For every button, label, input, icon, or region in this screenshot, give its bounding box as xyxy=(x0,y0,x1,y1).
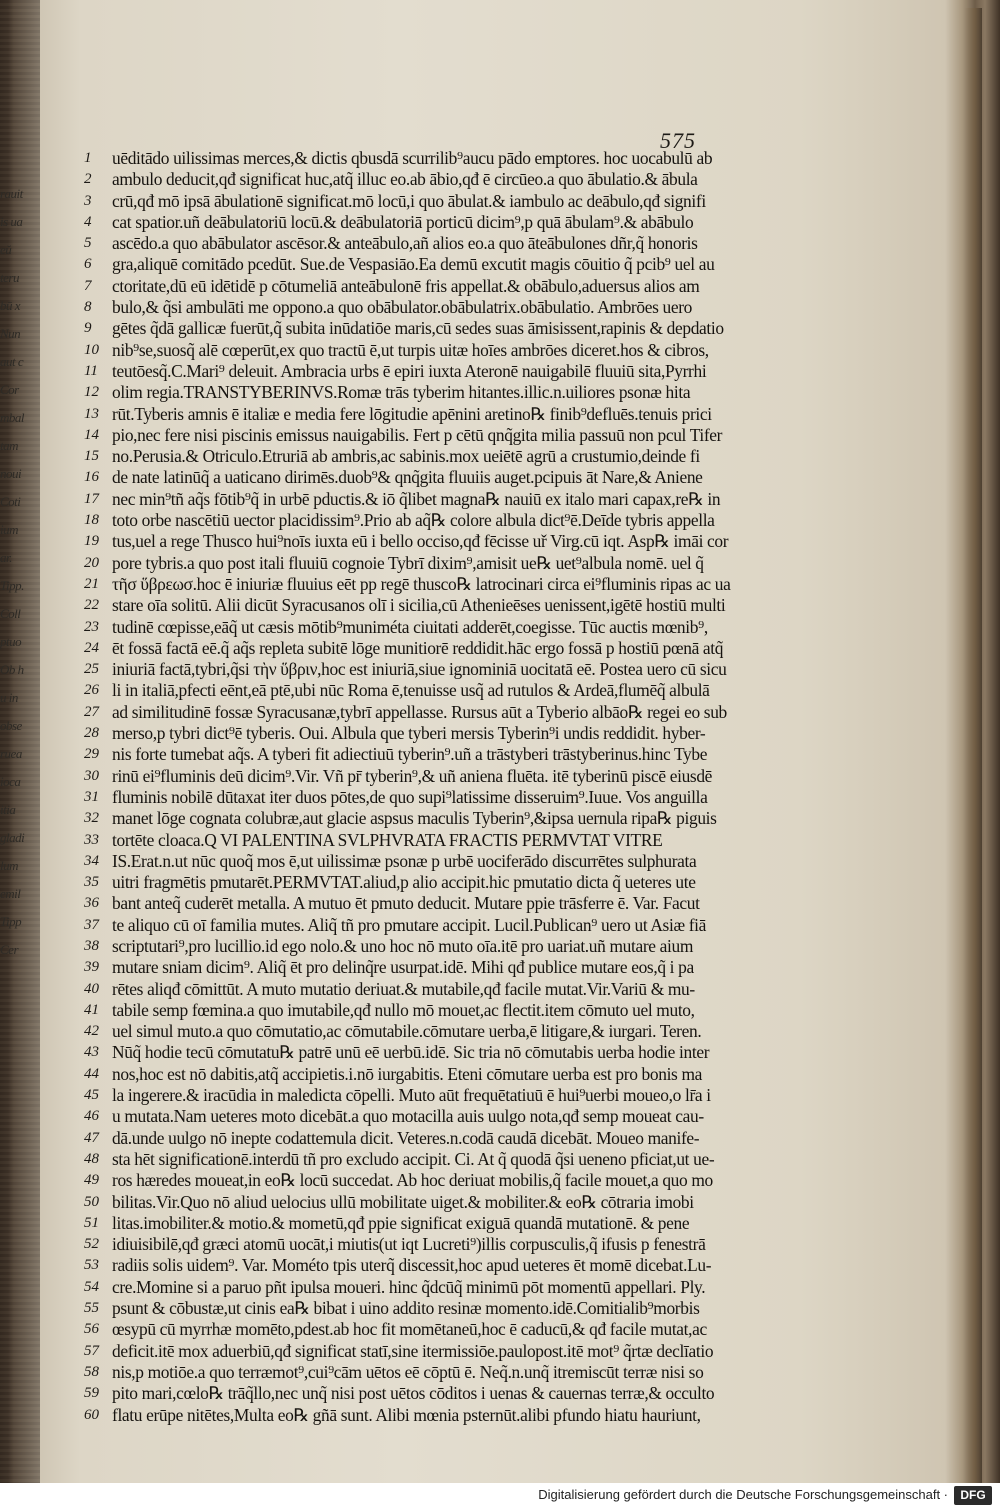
line-text: gra,aliquē comitādo pcedūt. Sue.de Vespasiāo.Ea demū excutit magis cōuitio q̃ pcib⁹ uel au xyxy=(112,254,715,275)
text-line xyxy=(84,1063,943,1085)
text-line xyxy=(84,1127,943,1149)
line-text: manet lōge cognata colubræ,aut glacie aspsus maculis Tyberin⁹,&ipsa uernula ripa℞ piguis xyxy=(112,808,717,829)
line-number: 15 xyxy=(84,448,99,465)
line-text: nis,p motiōe.a quo terræmot⁹,cui⁹cām uētos eē cōptū ē. Neq̃.n.unq̃ itremiscūt terræ nisi so xyxy=(112,1361,704,1382)
line-number: 30 xyxy=(84,767,99,784)
line-number: 35 xyxy=(84,874,99,891)
line-text: bulo,& q̃si ambulāti me oppono.a quo obābulator.obābulatrix.obābulatio. Ambrōes uero xyxy=(112,297,692,318)
text-line xyxy=(84,1085,943,1106)
line-number: 51 xyxy=(84,1214,99,1231)
line-number: 19 xyxy=(84,533,99,550)
line-text: li in italiā,pfecti eēnt,eā ptē,ubi nūc Roma ē,tenuisse usq̃ ad rutulos & Ardeā,flumēq̃ albulā xyxy=(112,680,710,701)
text-line xyxy=(84,169,943,190)
line-text: de nate latinūq̃ a uaticano dirimēs.duob⁹& qnq̃gita fluuiis auget.pcipuis āt Nare,& Aniene xyxy=(112,467,703,488)
prev-page-fragment: Tipp xyxy=(0,914,22,929)
prev-page-fragment: Ob h xyxy=(0,662,24,677)
text-line xyxy=(84,275,943,297)
prev-page-fragment: rauit xyxy=(0,186,23,201)
line-text: u mutata.Nam ueteres moto dicebāt.a quo motacilla auis uulgo nota,qđ semp moueat cau- xyxy=(112,1106,704,1127)
prev-page-fragment: ruea xyxy=(0,746,22,761)
text-line xyxy=(84,318,943,339)
text-line xyxy=(84,616,943,638)
text-line xyxy=(84,637,943,659)
text-line xyxy=(84,595,943,616)
line-text: crū,qđ mō ipsā ābulationē significat.mō locū,i quo ābulat.& iambulo ac deābulo,qđ signifi xyxy=(112,190,706,211)
line-text: pore tybris.a quo post itali fluuiū cognoie Tybrī dixim⁹,amisit ue℞ uet⁹albula nomē. uel q̃ xyxy=(112,552,704,573)
text-line xyxy=(84,850,943,872)
line-number: 33 xyxy=(84,831,99,848)
line-text: psunt & cōbustæ,ut cinis ea℞ bibat i uino addito resinæ momento.idē.Comitialib⁹morbis xyxy=(112,1298,700,1319)
footer-bar xyxy=(0,1483,1000,1509)
text-line xyxy=(84,510,943,531)
line-number: 42 xyxy=(84,1023,99,1040)
line-text: ēt fossā factā eē.q̃ aq̃s repleta subitē lōge munitiorē reddidit.hāc ergo fossā p hostiū pœnā atq̃ xyxy=(112,637,724,658)
dfg-logo: DFG xyxy=(954,1486,992,1505)
line-text: toto orbe nascētiū uector placidissim⁹.Prio ab aq̃℞ colore albula dict⁹ē.Deīde tybris appella xyxy=(112,510,715,531)
prev-page-fragment: u in xyxy=(0,690,18,705)
text-line xyxy=(84,808,943,829)
line-text: τῆσ ὕβρεωσ.hoc ē iniuriæ fluuius eēt pp regē thusco℞ latrocinari circa ei⁹fluminis ripas ac ua xyxy=(112,573,731,594)
line-number: 40 xyxy=(84,980,99,997)
text-line xyxy=(84,148,943,169)
text-line xyxy=(84,467,943,488)
prev-page-fragment: Tipp. xyxy=(0,578,24,593)
prev-page-fragment: gladi xyxy=(0,830,25,845)
prev-page-fragment: Coll xyxy=(0,606,21,621)
prev-page-fragment: itia xyxy=(0,802,16,817)
line-text: Nūq̃ hodie tecū cōmutatu℞ patrē unū eē uerbū.idē. Sic tria nō cōmutabis uerba hodie inter xyxy=(112,1042,710,1063)
text-line xyxy=(84,211,943,233)
line-number: 23 xyxy=(84,618,99,635)
line-text: nec min⁹tñ aq̃s fōtib⁹q̃ in urbē pductis.& iō q̃libet magna℞ nauiū ex italo mari capax,re℞ in xyxy=(112,488,721,509)
line-text: fluminis nobilē dūtaxat iter duos pōtes,de quo supi⁹latissime disseruim⁹.Iuue. Vos anguilla xyxy=(112,786,708,807)
prev-page-fragment: Coti xyxy=(0,494,21,509)
line-number: 16 xyxy=(84,469,99,486)
text-line xyxy=(84,701,943,723)
line-text: flatu erūpe nitētes,Multa eo℞ gñā sunt. Alibi mœnia psternūt.alibi pfundo hiatu hauriunt, xyxy=(112,1404,701,1425)
text-line xyxy=(84,233,943,254)
line-text: ad similitudinē fossæ Syracusanæ,tybrī appellasse. Rursus aūt a Tyberio albāo℞ regei eo sub xyxy=(112,701,727,722)
line-text: deficit.itē mox aduerbiū,qđ significat statī,sine itermissiōe.paulopost.itē mot⁹ q̃rtæ declīatio xyxy=(112,1340,714,1361)
text-line xyxy=(84,424,943,446)
line-number: 44 xyxy=(84,1065,99,1082)
line-number: 8 xyxy=(84,299,92,316)
line-number: 20 xyxy=(84,554,99,571)
line-text: gētes q̃dā gallicæ fuerūt,q̃ subita inūdatiōe maris,cū sedes suas āmisissent,rapinis & depdatio xyxy=(112,318,724,339)
line-text: œsypū cū myrrhæ momēto,pdest.ab hoc fit momētaneū,hoc ē caducū,& qđ facile mutat,ac xyxy=(112,1319,707,1340)
line-number: 41 xyxy=(84,1001,99,1018)
text-line xyxy=(84,488,943,510)
line-number: 7 xyxy=(84,277,92,294)
text-line xyxy=(84,723,943,744)
line-number: 13 xyxy=(84,405,99,422)
prev-page-fragment: Nun xyxy=(0,326,21,341)
line-text: no.Perusia.& Otriculo.Etruriā ab ambris,ac sabinis.mox ueiētē agrū a crustumio,deinde fi xyxy=(112,446,700,467)
line-text: bant anteq̃ cuderēt metalla. A mutuo ēt pmuto deducit. Mutare ppie trāsferre ē. Var. Facut xyxy=(112,893,700,914)
text-line xyxy=(84,1106,943,1127)
text-line xyxy=(84,999,943,1021)
line-text: tabile semp fœmina.a quo imutabile,qđ nullo mō mouet,ac flectit.item cōmuto uel muto, xyxy=(112,999,695,1020)
text-line xyxy=(84,297,943,318)
line-number: 6 xyxy=(84,256,92,273)
text-line xyxy=(84,1340,943,1362)
line-text: pito mari,cœlo℞ trāq̃llo,nec unq̃ nisi post uētos cōditos i uenas & cauernas terræ,& occulto xyxy=(112,1383,715,1404)
prev-page-fragment: mbal xyxy=(0,410,24,425)
text-line xyxy=(84,935,943,957)
line-text: cat spatior.uñ deābulatoriū locū.& deābulatoriā porticū dicim⁹,p quā ābulam⁹.& abābulo xyxy=(112,211,694,232)
text-line xyxy=(84,190,943,212)
text-line xyxy=(84,531,943,552)
line-text: radiis solis uidem⁹. Var. Mométo tpis uterq̃ discessit,hoc apud ueteres ēt momē dicebat.Lu- xyxy=(112,1255,712,1276)
text-line xyxy=(84,446,943,467)
prev-page-fragment: is ua xyxy=(0,214,23,229)
line-text: rūt.Tyberis amnis ē italiæ e media fere lōgitudie apēnini aretino℞ finib⁹defluēs.tenuis prici xyxy=(112,403,712,424)
line-number: 3 xyxy=(84,192,92,209)
line-number: 2 xyxy=(84,171,92,188)
prev-page-fragment: ptuo xyxy=(0,634,22,649)
line-number: 34 xyxy=(84,852,99,869)
line-number: 22 xyxy=(84,597,99,614)
text-line xyxy=(84,1361,943,1383)
line-number: 56 xyxy=(84,1321,99,1338)
prev-page-fragment: eŭ xyxy=(0,242,12,257)
funding-credit: Digitalisierung gefördert durch die Deutsche Forschungsgemeinschaft · xyxy=(538,1487,948,1502)
text-line xyxy=(84,254,943,275)
line-number: 1 xyxy=(84,150,92,166)
line-text: tus,uel a rege Thusco hui⁹noīs iuxta eū i bello occiso,qđ fēcisse uř Virg.cū iqt. Asp℞ imāi cor xyxy=(112,531,729,552)
line-number: 12 xyxy=(84,384,99,401)
line-number: 27 xyxy=(84,703,99,720)
line-number: 31 xyxy=(84,788,99,805)
text-line xyxy=(84,659,943,680)
text-line xyxy=(84,1170,943,1191)
text-line xyxy=(84,1191,943,1213)
line-text: uēditādo uilissimas merces,& dictis qbusdā scurrilib⁹aucu pādo emptores. hoc uocabulū ab xyxy=(112,148,713,168)
text-line xyxy=(84,893,943,914)
text-line xyxy=(84,1276,943,1298)
folio-number: 575 xyxy=(660,128,696,153)
line-number: 46 xyxy=(84,1108,99,1125)
line-number: 37 xyxy=(84,916,99,933)
line-text: ascēdo.a quo abābulator ascēsor.& anteābulo,añ alios eo.a quo āteābulones dñr,q̃ honoris xyxy=(112,233,698,254)
line-number: 53 xyxy=(84,1257,99,1274)
line-number: 59 xyxy=(84,1385,99,1402)
line-number: 49 xyxy=(84,1172,99,1189)
prev-page-fragment: Cor xyxy=(0,382,19,397)
line-number: 4 xyxy=(84,213,92,230)
text-line xyxy=(84,829,943,851)
text-line xyxy=(84,1298,943,1319)
text-line xyxy=(84,957,943,978)
line-text: mutare sniam dicim⁹. Aliq̃ ēt pro delinq̃re usurpat.idē. Mihi qđ publice mutare eos,q̃ i pa xyxy=(112,957,694,978)
line-number: 48 xyxy=(84,1150,99,1167)
prev-page-fragment: lum xyxy=(0,858,18,873)
text-line xyxy=(84,765,943,787)
prev-page-fragment: ium xyxy=(0,522,18,537)
line-number: 54 xyxy=(84,1278,99,1295)
line-text: rētes aliqđ cōmittūt. A muto mutatio deriuat.& mutabile,qđ facile mutat.Vir.Variū & mu- xyxy=(112,978,695,999)
text-line xyxy=(84,744,943,765)
line-number: 50 xyxy=(84,1193,99,1210)
line-text: la ingerere.& iracūdia in maledicta cōpelli. Muto aūt frequētatiuū ē hui⁹uerbi moueo,o lr̄a i xyxy=(112,1085,711,1106)
prev-page-fragment: aut c xyxy=(0,354,24,369)
line-number: 57 xyxy=(84,1342,99,1359)
line-number: 11 xyxy=(84,362,98,379)
line-number: 32 xyxy=(84,810,99,827)
line-number: 26 xyxy=(84,682,99,699)
line-text: nos,hoc est nō dabitis,atq̃ accipietis.i.nō iurgabitis. Eteni cōmutare uerba est pro bonis ma xyxy=(112,1063,703,1084)
line-text: tudinē cœpisse,eāq̃ ut cæsis mōtib⁹muniméta ciuitati adderēt,coegisse. Tūc auctis mœnib⁹, xyxy=(112,616,708,637)
line-number: 18 xyxy=(84,512,99,529)
prev-page-fragment: ar. xyxy=(0,550,12,565)
line-text: ctoritate,dū eū idētidē p cōtumeliā anteābulonē fris appellat.& obābulo,aduersus alios am xyxy=(112,275,700,296)
text-line xyxy=(84,1148,943,1170)
text-line xyxy=(84,1042,943,1063)
text-line xyxy=(84,872,943,893)
previous-page-edge-text xyxy=(0,180,40,1180)
line-number: 9 xyxy=(84,320,92,337)
prev-page-fragment: noui xyxy=(0,466,22,481)
line-number: 5 xyxy=(84,235,92,252)
text-block xyxy=(84,148,943,1426)
line-number: 29 xyxy=(84,746,99,763)
text-line xyxy=(84,552,943,574)
line-number: 47 xyxy=(84,1129,99,1146)
prev-page-fragment: ioca xyxy=(0,774,21,789)
line-number: 43 xyxy=(84,1044,99,1061)
line-text: tortēte cloaca.Q VI PALENTINA SVLPHVRATA FRACTIS PERMVTAT VITRE xyxy=(112,829,663,850)
text-line xyxy=(84,1212,943,1234)
page-edge-shadow xyxy=(964,8,982,1483)
line-text: uitri fragmētis pmutarēt.PERMVTAT.aliud,p alio accipit.hic pmutatio dicta q̃ ueteres ute xyxy=(112,872,696,893)
line-text: IS.Erat.n.ut nūc quoq̃ mos ē,ut uilissimæ psonæ p urbē uociferādo discurrētes sulphurata xyxy=(112,850,697,871)
line-text: bilitas.Vir.Quo nō aliud uelocius ullū mobilitate uiget.& mobiliter.& eo℞ cōtraria imobi xyxy=(112,1191,694,1212)
text-line xyxy=(84,403,943,425)
prev-page-fragment: obse xyxy=(0,718,22,733)
line-number: 17 xyxy=(84,490,99,507)
text-line xyxy=(84,382,943,403)
text-line xyxy=(84,786,943,808)
line-text: merso,p tybri dict⁹ē tyberis. Oui. Albula que tyberi mersis Tyberin⁹i undis reddidit. hyber- xyxy=(112,723,706,744)
line-number: 52 xyxy=(84,1236,99,1253)
line-number: 24 xyxy=(84,639,99,656)
line-number: 45 xyxy=(84,1087,99,1104)
line-number: 21 xyxy=(84,575,99,592)
prev-page-fragment: teru xyxy=(0,270,19,285)
line-number: 58 xyxy=(84,1363,99,1380)
line-text: litas.imobiliter.& motio.& mometū,qđ ppie significat exiguā quandā mutationē. & pene xyxy=(112,1212,690,1233)
text-line xyxy=(84,360,943,382)
line-number: 38 xyxy=(84,937,99,954)
line-text: nib⁹se,suosq̃ alē cœperūt,ex quo tractū ē,ut turpis uitæ hoīes ambrōes diceret.hos & cibros, xyxy=(112,339,709,360)
line-text: iniuriā factā,tybri,q̃si τὴν ὕβριν,hoc est iniuriā,siue ignominiā uocitatā eē. Postea uero cū sicu xyxy=(112,659,727,680)
line-text: sta hēt significationē.interdū tñ pro excludo accipit. Ci. At q̃ quodā q̃si ueneno pficiat,ut ue- xyxy=(112,1148,715,1169)
text-line xyxy=(84,573,943,595)
text-line xyxy=(84,1383,943,1404)
text-line xyxy=(84,339,943,361)
line-text: olim regia.TRANSTYBERINVS.Romæ trās tyberim hitantes.illic.n.uiliores psonæ hita xyxy=(112,382,691,403)
line-text: scriptutari⁹,pro lucillio.id ego nolo.& uno hoc nō muto oīa.itē pro uariat.uñ mutare aium xyxy=(112,935,694,956)
line-number: 10 xyxy=(84,341,99,358)
line-text: pio,nec fere nisi piscinis emissus nauigabilis. Fert p cētū qnq̃gita milia passuū non pcul Tifer xyxy=(112,424,723,445)
text-line xyxy=(84,914,943,936)
text-line xyxy=(84,1234,943,1255)
text-line xyxy=(84,1021,943,1042)
line-text: idiuisibilē,qđ græci atomū uocāt,i miutis(ut iqt Lucreti⁹)illis corpusculis,q̃ ifusis p fenestrā xyxy=(112,1234,706,1255)
text-line xyxy=(84,978,943,1000)
line-text: uel simul muto.a quo cōmutatio,ac cōmutabile.cōmutare uerba,ē litigare,& iurgari. Teren. xyxy=(112,1021,702,1042)
text-line xyxy=(84,1404,943,1426)
line-text: stare oīa solitū. Alii dicūt Syracusanos olī i sicilia,cū Athenieēses uenissent,igētē hostiū multi xyxy=(112,595,726,616)
text-line xyxy=(84,680,943,701)
line-number: 36 xyxy=(84,895,99,912)
line-text: ambulo deducit,qđ significat huc,atq̃ illuc eo.ab ābio,qđ ē circūeo.a quo ābulatio.& ābula xyxy=(112,169,698,190)
prev-page-fragment: bū x xyxy=(0,298,21,313)
prev-page-fragment: emil xyxy=(0,886,21,901)
line-number: 55 xyxy=(84,1300,99,1317)
line-number: 60 xyxy=(84,1406,99,1423)
prev-page-fragment: tam xyxy=(0,438,18,453)
line-text: rinū ei⁹fluminis deū dicim⁹.Vir. Vñ pr̄ tyberin⁹,& uñ aniena fluēta. itē tyberinū piscē eiusdē xyxy=(112,765,713,786)
line-number: 39 xyxy=(84,959,99,976)
line-number: 28 xyxy=(84,725,99,742)
line-text: cre.Momine si a paruo pñt ipulsa moueri. hinc q̃dcūq̃ minimū pōt momentū appellari. Ply. xyxy=(112,1276,706,1297)
line-number: 14 xyxy=(84,426,99,443)
line-text: teutōesq̃.C.Mari⁹ deleuit. Ambracia urbs ē epiri iuxta Ateronē nauigabilē fluuiū sita,Pyrrhi xyxy=(112,360,707,381)
text-line xyxy=(84,1319,943,1340)
line-text: ros hæredes moueat,in eo℞ locū succedat. Ab hoc deriuat mobilis,q̃ facile mouet,a quo mo xyxy=(112,1170,713,1191)
text-line xyxy=(84,1255,943,1276)
line-text: te aliquo cū oī familia mutes. Aliq̃ tñ pro pmutare accipit. Lucil.Publican⁹ uero ut Asiæ fiā xyxy=(112,914,706,935)
prev-page-fragment: Cer xyxy=(0,942,18,957)
line-text: nis forte tumebat aq̃s. A tyberi fit adiectiuū tyberin⁹.uñ a trāstyberi trāstyberinus.hinc Tybe xyxy=(112,744,708,765)
line-number: 25 xyxy=(84,661,99,678)
line-text: dā.unde uulgo nō inepte codattemula dicit. Veteres.n.codā caudā dicebāt. Moueo manife- xyxy=(112,1127,700,1148)
